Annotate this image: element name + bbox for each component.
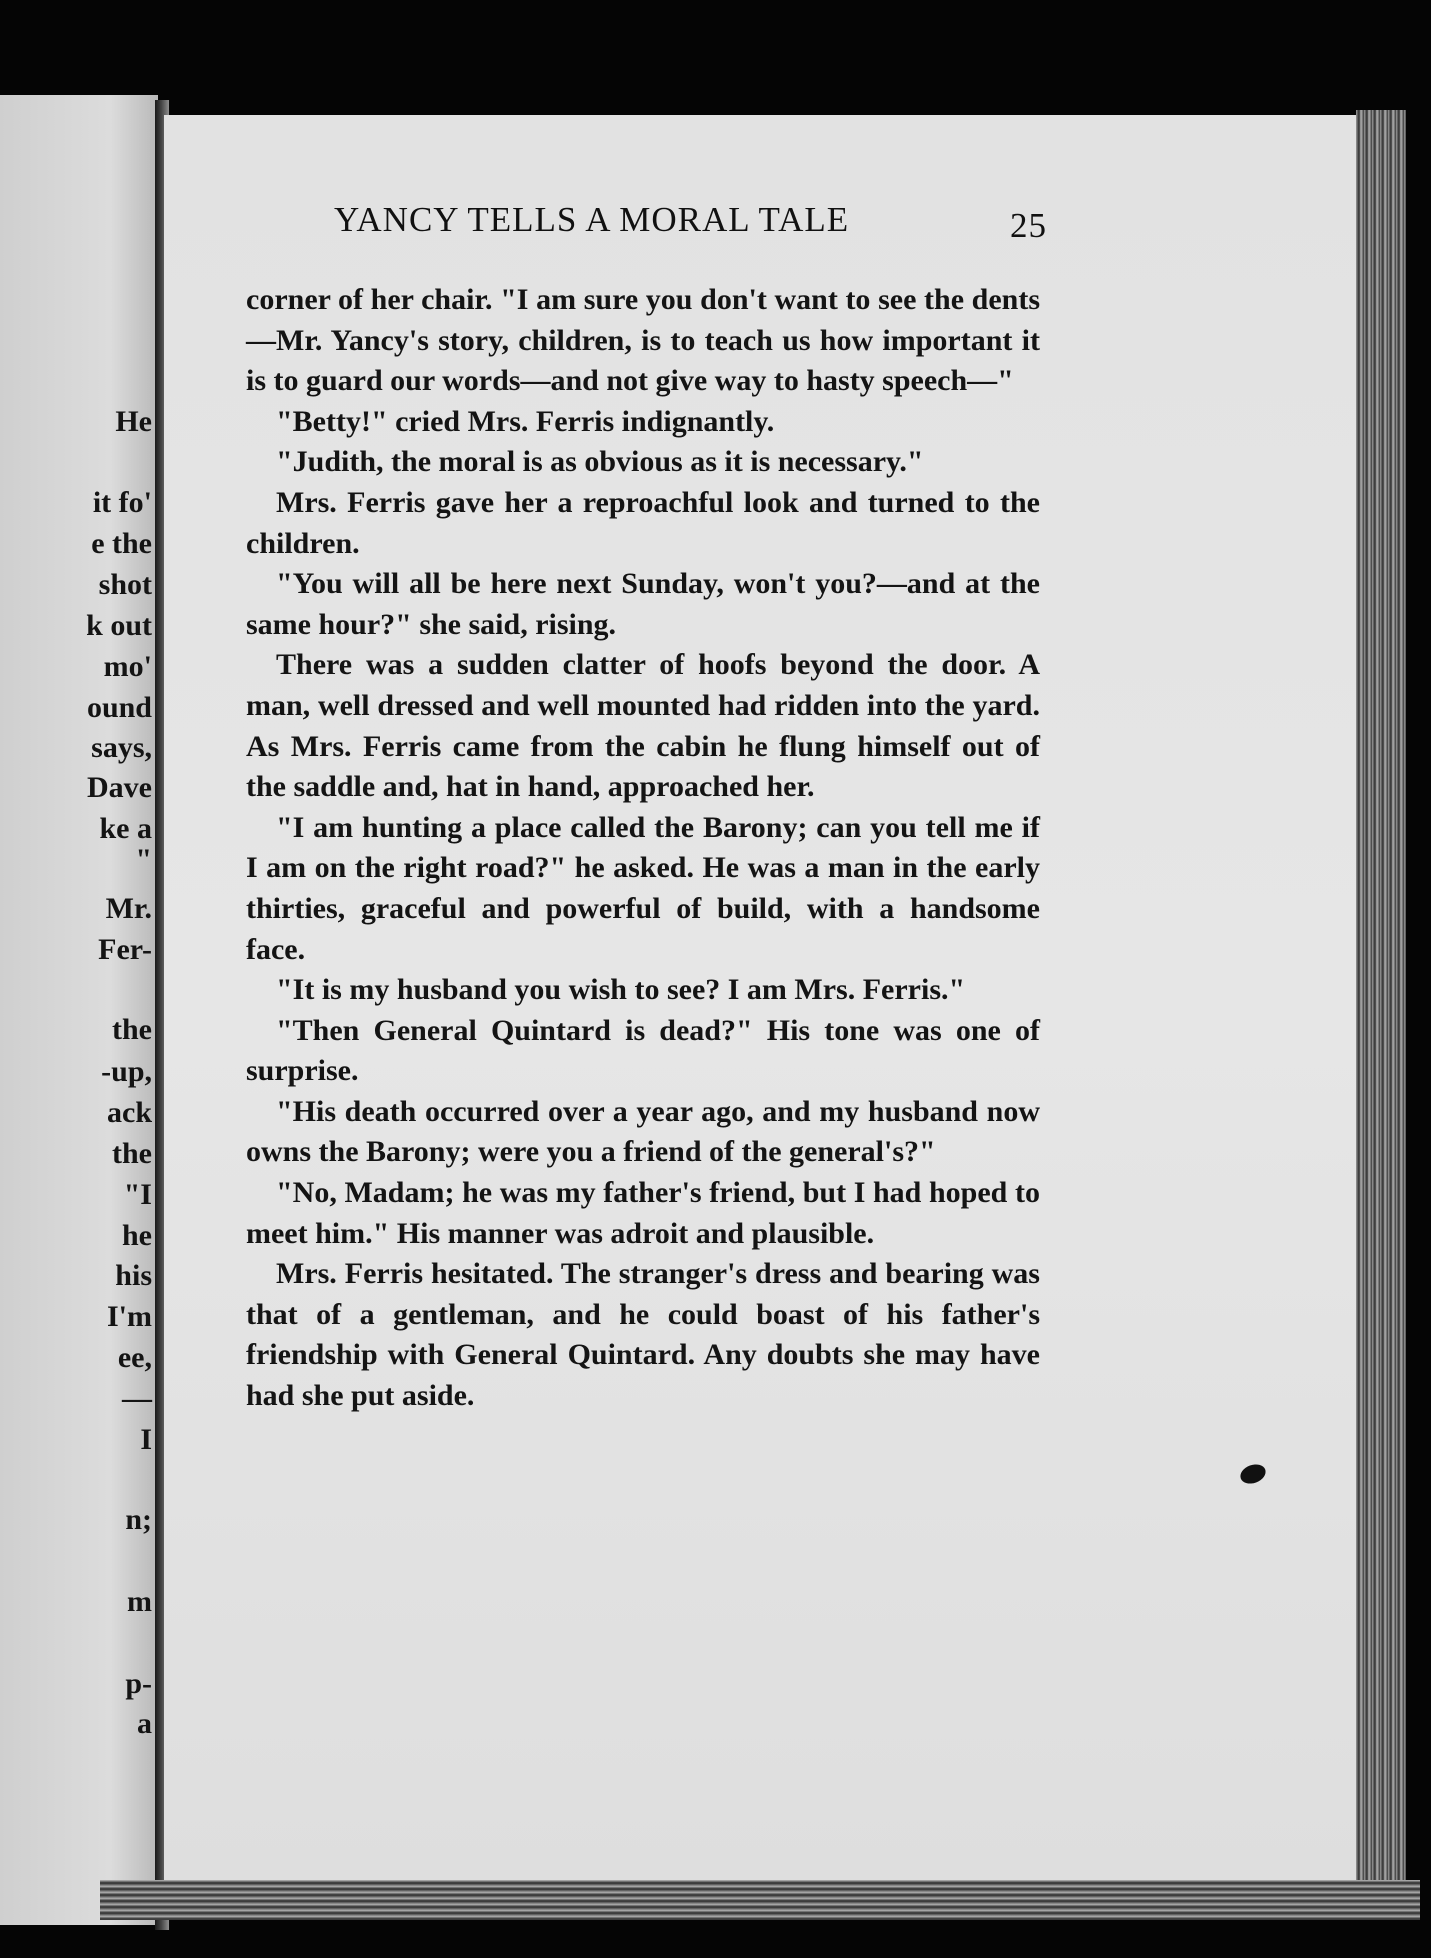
- facing-page-fragment: e the: [91, 527, 152, 560]
- facing-page-fragment: the: [112, 1137, 152, 1170]
- facing-page-fragment: mo': [103, 650, 152, 683]
- paragraph: Mrs. Ferris gave her a reproachful look and turned to the children.: [246, 485, 1040, 560]
- facing-page-fragment: p-: [125, 1667, 152, 1700]
- facing-page-fragment: "I: [123, 1178, 152, 1211]
- facing-page-fragment: a: [137, 1707, 152, 1740]
- facing-page-fragment: n;: [125, 1503, 152, 1536]
- paragraph: "It is my husband you wish to see? I am Mrs. Ferris.": [276, 973, 966, 1007]
- facing-page-fragment: ee,: [117, 1341, 152, 1374]
- facing-page-fragment: it fo': [92, 486, 152, 519]
- facing-page-fragment: I'm: [107, 1300, 152, 1333]
- facing-page-fragment: ack: [107, 1096, 152, 1129]
- page-edge: [1356, 110, 1406, 1910]
- facing-page-fragment: Fer-: [98, 933, 152, 966]
- paragraph: "Then General Quintard is dead?" His tone was one of surprise.: [246, 1013, 1040, 1088]
- paragraph: corner of her chair. "I am sure you don't want to see the dents—Mr. Yancy's story, children, is to teach us how important it is to guard our words—and not give way to hasty speech—": [246, 283, 1040, 398]
- facing-page-fragment: says,: [91, 731, 152, 764]
- body-text: [246, 280, 1040, 1417]
- paragraph: There was a sudden clatter of hoofs beyond the door. A man, well dressed and well mounted had ridden into the yard. As Mrs. Ferris came from the cabin he flung himself out of the saddle and, hat in hand, approached her.: [246, 648, 1040, 804]
- paragraph: "Judith, the moral is as obvious as it is necessary.": [276, 445, 924, 479]
- paragraph: "No, Madam; he was my father's friend, but I had hoped to meet him." His manner was adroit and plausible.: [246, 1176, 1040, 1250]
- facing-page-fragment: —: [122, 1382, 152, 1415]
- facing-page-fragment: ": [135, 843, 152, 876]
- facing-page-fragment: he: [122, 1219, 152, 1252]
- facing-page-fragment: shot: [98, 568, 152, 601]
- facing-page-fragment: Dave: [87, 771, 152, 804]
- facing-page-fragment: m: [127, 1585, 152, 1618]
- facing-page-fragment: ound: [86, 691, 152, 724]
- facing-page-fragment: -up,: [101, 1055, 152, 1088]
- facing-page-fragment: ke a: [99, 812, 152, 845]
- facing-page-fragment: I: [140, 1423, 152, 1456]
- paragraph: "I am hunting a place called the Barony; can you tell me if I am on the right road?" he asked. He was a man in the early thirties, graceful and powerful of build, with a handsome face.: [246, 810, 1040, 966]
- page-number: 25: [1010, 206, 1047, 245]
- paragraph: "You will all be here next Sunday, won't you?—and at the same hour?" she said, rising.: [246, 567, 1040, 641]
- paragraph: "Betty!" cried Mrs. Ferris indignantly.: [276, 404, 775, 438]
- facing-page-fragment: the: [112, 1013, 152, 1046]
- facing-page: [0, 95, 158, 1925]
- chapter-title: YANCY TELLS A MORAL TALE: [334, 200, 850, 239]
- facing-page-fragment: Mr.: [105, 892, 152, 925]
- paragraph: "His death occurred over a year ago, and my husband now owns the Barony; were you a friend of the general's?": [246, 1094, 1040, 1169]
- facing-page-fragment: k out: [86, 609, 152, 642]
- facing-page-fragment: his: [115, 1259, 152, 1292]
- paragraph: Mrs. Ferris hesitated. The stranger's dress and bearing was that of a gentleman, and he could boast of his father's friendship with General Quintard. Any doubts she may have had she put aside.: [246, 1257, 1040, 1413]
- facing-page-fragment: He: [115, 405, 152, 438]
- bottom-page-edge: [100, 1880, 1420, 1920]
